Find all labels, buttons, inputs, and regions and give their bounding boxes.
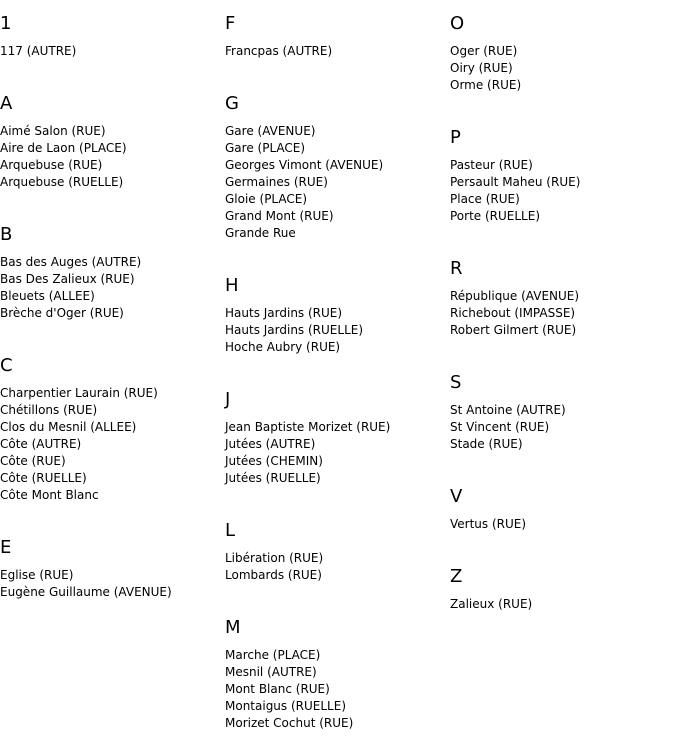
street-link[interactable]: Aire de Laon (PLACE) — [0, 141, 127, 155]
street-list — [0, 252, 225, 342]
street-link[interactable]: Vertus (RUE) — [450, 517, 527, 531]
street-link[interactable]: Bas des Auges (AUTRE) — [0, 255, 142, 269]
letter-group — [0, 342, 225, 524]
list-item — [0, 254, 225, 271]
street-list — [450, 41, 675, 114]
letter-group — [225, 0, 450, 80]
letter-heading: 1 — [0, 13, 12, 34]
street-link[interactable]: Hoche Aubry (RUE) — [225, 340, 341, 354]
list-item — [225, 43, 450, 60]
street-link[interactable]: Bas Des Zalieux (RUE) — [0, 272, 135, 286]
letter-heading: G — [225, 93, 239, 114]
list-item — [0, 470, 225, 487]
list-item — [225, 157, 450, 174]
street-link[interactable]: Robert Gilmert (RUE) — [450, 323, 577, 337]
street-link[interactable]: Côte (RUELLE) — [0, 471, 87, 485]
list-item — [450, 43, 675, 60]
street-link[interactable]: Gare (PLACE) — [225, 141, 306, 155]
list-item — [225, 174, 450, 191]
street-link[interactable]: Oger (RUE) — [450, 44, 518, 58]
street-link[interactable]: Hauts Jardins (RUE) — [225, 306, 343, 320]
street-list — [450, 155, 675, 245]
street-link[interactable]: Germaines (RUE) — [225, 175, 328, 189]
list-item — [0, 157, 225, 174]
list-item — [225, 305, 450, 322]
street-column — [450, 0, 675, 633]
letter-heading: H — [225, 275, 239, 296]
list-item — [225, 698, 450, 715]
street-list — [0, 565, 225, 621]
list-item — [450, 60, 675, 77]
list-item — [450, 419, 675, 436]
list-item — [225, 567, 450, 584]
list-item — [0, 43, 225, 60]
street-link[interactable]: Grand Mont (RUE) — [225, 209, 334, 223]
letter-heading: O — [450, 13, 465, 34]
list-item — [225, 225, 450, 242]
list-item — [225, 208, 450, 225]
letter-group — [0, 524, 225, 621]
list-item — [450, 191, 675, 208]
list-item — [450, 436, 675, 453]
street-list — [450, 400, 675, 473]
list-item — [0, 419, 225, 436]
street-link[interactable]: Aimé Salon (RUE) — [0, 124, 106, 138]
street-link[interactable]: Libération (RUE) — [225, 551, 324, 565]
street-link[interactable]: Georges Vimont (AVENUE) — [225, 158, 384, 172]
street-link[interactable]: Jutées (AUTRE) — [225, 437, 316, 451]
letter-heading: J — [225, 389, 231, 410]
street-link[interactable]: Côte Mont Blanc — [0, 488, 99, 502]
list-item — [450, 288, 675, 305]
list-item — [450, 77, 675, 94]
street-link[interactable]: Jean Baptiste Morizet (RUE) — [225, 420, 391, 434]
list-item — [0, 140, 225, 157]
street-link[interactable]: Côte (AUTRE) — [0, 437, 82, 451]
street-link[interactable]: Place (RUE) — [450, 192, 520, 206]
list-item — [0, 123, 225, 140]
street-link[interactable]: Jutées (CHEMIN) — [225, 454, 323, 468]
letter-heading: A — [0, 93, 13, 114]
list-item — [225, 550, 450, 567]
street-link[interactable]: 117 (AUTRE) — [0, 44, 77, 58]
letter-heading: Z — [450, 566, 463, 587]
letter-group — [225, 376, 450, 507]
list-item — [0, 288, 225, 305]
street-list — [0, 383, 225, 524]
street-list — [225, 41, 450, 80]
street-link[interactable]: Richebout (IMPASSE) — [450, 306, 576, 320]
list-item — [0, 567, 225, 584]
street-list — [450, 594, 675, 633]
street-link[interactable]: Lombards (RUE) — [225, 568, 322, 582]
letter-heading: V — [450, 486, 463, 507]
street-link[interactable]: Morizet Cochut (RUE) — [225, 716, 354, 730]
letter-group — [450, 359, 675, 473]
street-link[interactable]: Eugène Guillaume (AVENUE) — [0, 585, 172, 599]
street-link[interactable]: Grande Rue — [225, 226, 296, 240]
street-column — [225, 0, 450, 752]
street-link[interactable]: Pasteur (RUE) — [450, 158, 533, 172]
list-item — [450, 516, 675, 533]
street-list — [225, 121, 450, 262]
street-link[interactable]: Arquebuse (RUELLE) — [0, 175, 124, 189]
street-link[interactable]: Charpentier Laurain (RUE) — [0, 386, 158, 400]
street-list — [225, 417, 450, 507]
list-item — [225, 191, 450, 208]
list-item — [225, 140, 450, 157]
letter-group — [450, 114, 675, 245]
street-link[interactable]: Jutées (RUELLE) — [225, 471, 321, 485]
street-list — [0, 121, 225, 211]
letter-group — [0, 0, 225, 80]
street-link[interactable]: Francpas (AUTRE) — [225, 44, 333, 58]
list-item — [450, 305, 675, 322]
list-item — [450, 208, 675, 225]
letter-heading: R — [450, 258, 463, 279]
letter-group — [225, 262, 450, 376]
list-item — [225, 436, 450, 453]
street-link[interactable]: Bleuets (ALLEE) — [0, 289, 95, 303]
letter-heading: L — [225, 520, 236, 541]
street-link[interactable]: Zalieux (RUE) — [450, 597, 533, 611]
list-item — [225, 681, 450, 698]
street-link[interactable]: République (AVENUE) — [450, 289, 580, 303]
street-link[interactable]: Mesnil (AUTRE) — [225, 665, 317, 679]
list-item — [225, 123, 450, 140]
street-link[interactable]: Stade (RUE) — [450, 437, 523, 451]
list-item — [225, 322, 450, 339]
list-item — [0, 402, 225, 419]
list-item — [0, 487, 225, 504]
street-link[interactable]: St Vincent (RUE) — [450, 420, 550, 434]
list-item — [0, 385, 225, 402]
letter-group — [450, 553, 675, 633]
list-item — [450, 596, 675, 613]
street-list — [225, 548, 450, 604]
street-list — [225, 645, 450, 752]
street-link[interactable]: St Antoine (AUTRE) — [450, 403, 566, 417]
list-item — [0, 174, 225, 191]
letter-group — [225, 507, 450, 604]
list-item — [0, 453, 225, 470]
street-link[interactable]: Orme (RUE) — [450, 78, 522, 92]
street-list — [0, 41, 225, 80]
letter-heading: M — [225, 617, 241, 638]
letter-group — [0, 211, 225, 342]
list-item — [225, 664, 450, 681]
street-column — [0, 0, 225, 621]
street-link[interactable]: Gloie (PLACE) — [225, 192, 308, 206]
list-item — [225, 470, 450, 487]
street-link[interactable]: Mont Blanc (RUE) — [225, 682, 330, 696]
list-item — [225, 339, 450, 356]
list-item — [225, 419, 450, 436]
letter-heading: C — [0, 355, 13, 376]
list-item — [0, 271, 225, 288]
letter-group — [450, 245, 675, 359]
list-item — [225, 453, 450, 470]
letter-group — [225, 80, 450, 262]
list-item — [225, 647, 450, 664]
letter-group — [0, 80, 225, 211]
street-list — [450, 514, 675, 553]
street-link[interactable]: Hauts Jardins (RUELLE) — [225, 323, 364, 337]
letter-heading: F — [225, 13, 236, 34]
letter-heading: B — [0, 224, 13, 245]
street-link[interactable]: Côte (RUE) — [0, 454, 66, 468]
street-list — [225, 303, 450, 376]
street-link[interactable]: Brèche d'Oger (RUE) — [0, 306, 124, 320]
letter-group — [225, 604, 450, 752]
letter-group — [450, 473, 675, 553]
street-link[interactable]: Oiry (RUE) — [450, 61, 513, 75]
list-item — [225, 715, 450, 732]
street-link[interactable]: Chétillons (RUE) — [0, 403, 98, 417]
list-item — [450, 157, 675, 174]
street-link[interactable]: Porte (RUELLE) — [450, 209, 541, 223]
street-list — [450, 286, 675, 359]
list-item — [450, 174, 675, 191]
street-link[interactable]: Persault Maheu (RUE) — [450, 175, 581, 189]
street-link[interactable]: Marche (PLACE) — [225, 648, 321, 662]
letter-group — [450, 0, 675, 114]
letter-heading: P — [450, 127, 461, 148]
list-item — [0, 305, 225, 322]
list-item — [0, 584, 225, 601]
street-link[interactable]: Eglise (RUE) — [0, 568, 74, 582]
list-item — [0, 436, 225, 453]
street-link[interactable]: Gare (AVENUE) — [225, 124, 316, 138]
list-item — [450, 322, 675, 339]
street-link[interactable]: Clos du Mesnil (ALLEE) — [0, 420, 137, 434]
letter-heading: S — [450, 372, 462, 393]
list-item — [450, 402, 675, 419]
street-link[interactable]: Montaigus (RUELLE) — [225, 699, 347, 713]
letter-heading: E — [0, 537, 12, 558]
street-link[interactable]: Arquebuse (RUE) — [0, 158, 103, 172]
